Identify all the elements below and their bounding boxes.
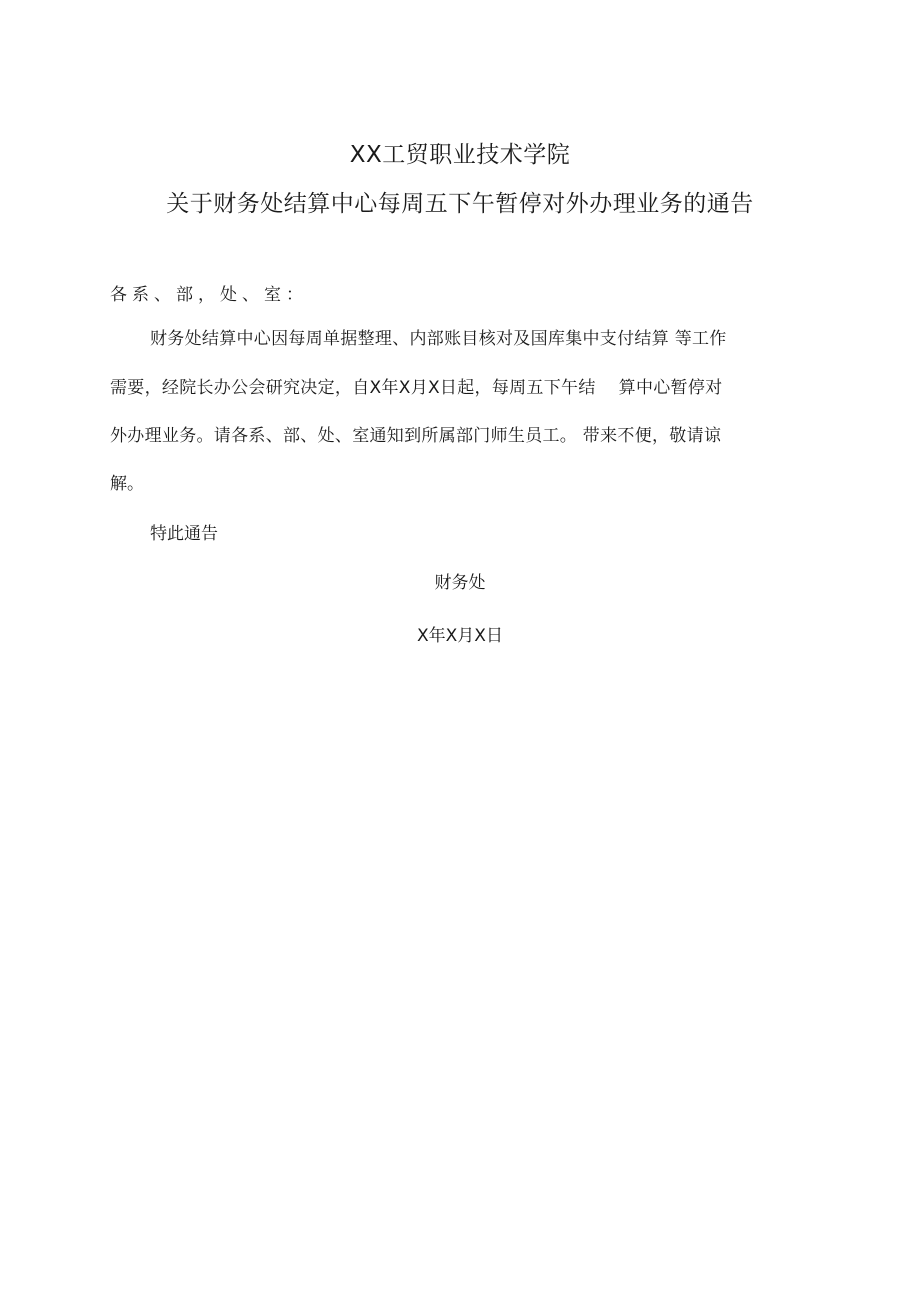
body-line: 需要，经院长办公会研究决定，自X年X月X日起，每周五下午结 算中心暂停对 [110, 378, 723, 398]
document-title-institution: XX工贸职业技术学院 [349, 142, 571, 168]
document-title-subject: 关于财务处结算中心每周五下午暂停对外办理业务的通告 [166, 191, 754, 217]
salutation: 各系、部，处、室： [110, 285, 308, 305]
body-line: 解。 [110, 474, 144, 494]
signature-department: 财务处 [434, 573, 486, 593]
body-line: 财务处结算中心因每周单据整理、内部账目核对及国库集中支付结算 等工作 [150, 329, 727, 349]
signature-date: X年X月X日 [417, 626, 503, 646]
closing-phrase: 特此通告 [150, 524, 218, 544]
body-line: 外办理业务。请各系、部、处、室通知到所属部门师生员工。 带来不便，敬请谅 [110, 426, 722, 446]
